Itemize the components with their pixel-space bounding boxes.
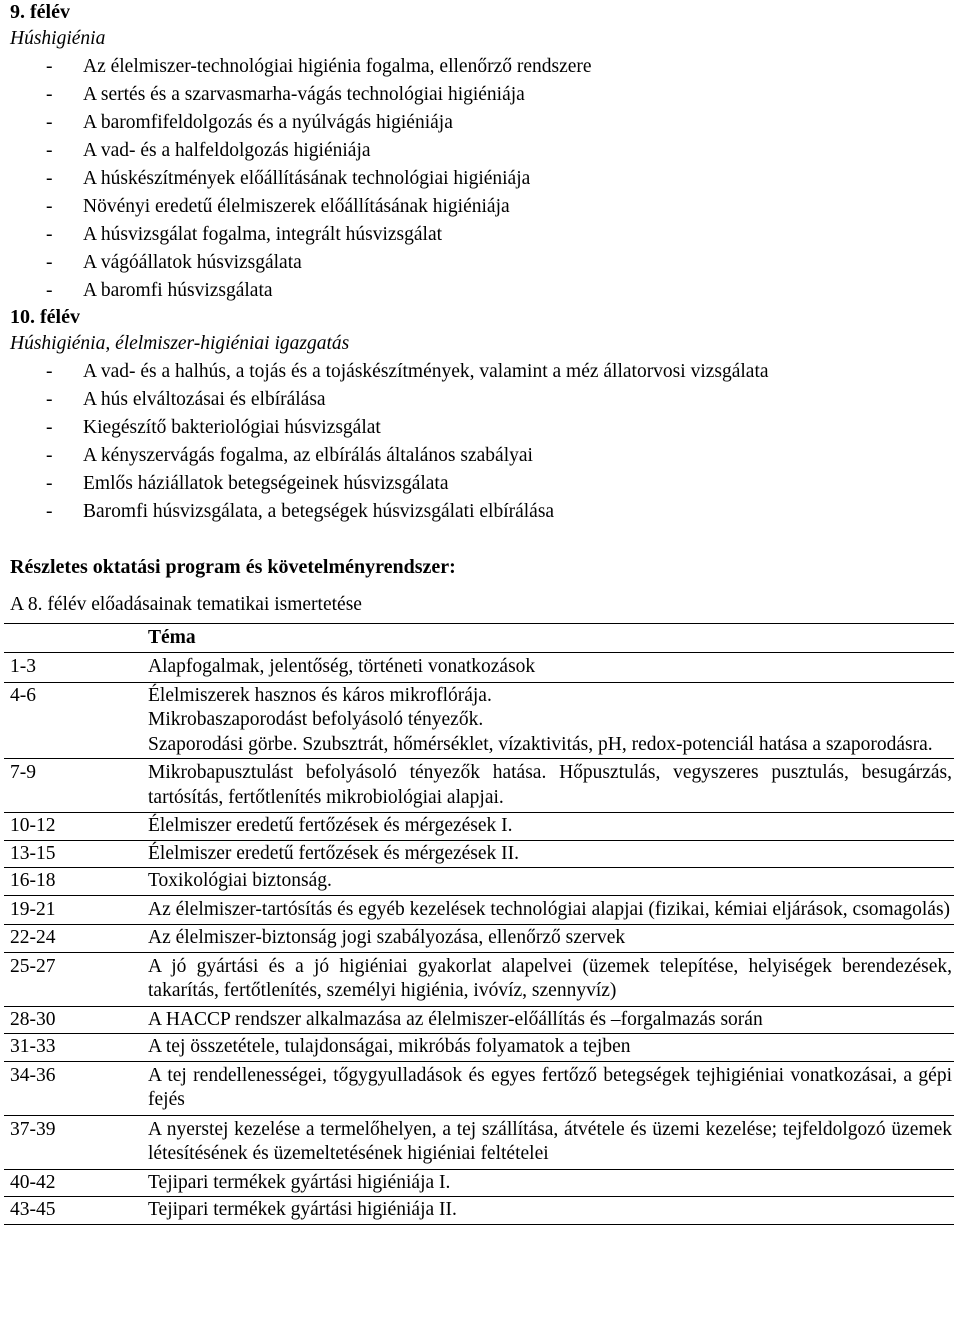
list-item: - Emlős háziállatok betegségeinek húsvizsgálata <box>10 470 954 498</box>
semester-10-section <box>10 305 954 526</box>
row-number: 40-42 <box>10 1171 56 1193</box>
semester-10-topic-list <box>10 358 954 526</box>
list-item: - A vad- és a halfeldolgozás higiéniája <box>10 137 954 165</box>
row-topic: Tejipari termékek gyártási higiéniája II. <box>148 1199 457 1220</box>
list-item: - A kényszervágás fogalma, az elbírálás általános szabályai <box>10 442 954 470</box>
row-topic: Az élelmiszer-biztonság jogi szabályozása, ellenőrző szervek <box>148 927 626 948</box>
list-item: - Az élelmiszer-technológiai higiénia fogalma, ellenőrző rendszere <box>10 53 954 81</box>
semester-9-section <box>10 0 954 305</box>
table-row <box>4 1034 954 1062</box>
semester-9-topic-list <box>10 53 954 305</box>
list-item: - A vágóállatok húsvizsgálata <box>10 249 954 277</box>
row-topic: A HACCP rendszer alkalmazása az élelmiszer-előállítás és –forgalmazás során <box>148 1008 763 1030</box>
semester-9-subject: Húshigiénia <box>10 28 106 49</box>
program-intro: A 8. félév előadásainak tematikai ismertetése <box>10 594 362 615</box>
table-row <box>4 1115 954 1169</box>
table-row <box>4 1197 954 1225</box>
row-number: 43-45 <box>10 1199 56 1220</box>
row-topic: Tejipari termékek gyártási higiéniája I. <box>148 1171 451 1193</box>
section-spacer <box>10 526 954 547</box>
table-row <box>4 1061 954 1115</box>
row-topic: Alapfogalmak, jelentőség, történeti vonatkozások <box>148 656 536 677</box>
row-topic-line: Szaporodási görbe. Szubsztrát, hőmérséklet, vízaktivitás, pH, redox-potenciál hatása a szaporodásra. <box>148 733 933 755</box>
row-topic: A tej rendellenességei, tőgygyulladások és egyes fertőző betegségek tejhigiéniai vonatkozásai, a gépi fejés <box>148 1064 952 1110</box>
row-number: 4-6 <box>10 684 36 706</box>
row-topic: A nyerstej kezelése a termelőhelyen, a tej szállítása, átvétele és üzemi kezelése; tejfeldolgozó üzemek létesítésének és üzemeltetésének higiéniai feltételei <box>148 1118 952 1164</box>
table-row <box>4 895 954 925</box>
row-topic: A tej összetétele, tulajdonságai, mikróbás folyamatok a tejben <box>148 1036 631 1057</box>
row-number: 37-39 <box>10 1118 56 1140</box>
lecture-topics-table <box>4 623 954 1225</box>
table-row <box>4 1169 954 1197</box>
row-topic-cell <box>142 682 954 759</box>
list-item: - A hús elváltozásai és elbírálása <box>10 386 954 414</box>
row-number: 13-15 <box>10 842 56 864</box>
list-item: - A húskészítmények előállításának technológiai higiéniája <box>10 165 954 193</box>
row-topic: Élelmiszer eredetű fertőzések és mérgezések I. <box>148 815 513 836</box>
table-row <box>4 1006 954 1034</box>
row-topic: Élelmiszer eredetű fertőzések és mérgezések II. <box>148 842 520 864</box>
table-header-row <box>4 624 954 653</box>
row-number: 16-18 <box>10 870 56 891</box>
table-row <box>4 759 954 813</box>
table-row <box>4 682 954 759</box>
semester-10-title: 10. félév <box>10 306 80 328</box>
list-item: - A vad- és a halhús, a tojás és a tojáskészítmények, valamint a méz állatorvosi vizsgálata <box>10 358 954 386</box>
row-topic: Mikrobapusztulást befolyásoló tényezők hatása. Hőpusztulás, vegyszeres pusztulás, besugárzás, tartósítás, fertőtlenítés mikrobiológiai alapjai. <box>148 762 952 808</box>
row-number: 34-36 <box>10 1064 56 1086</box>
table-row <box>4 868 954 896</box>
list-item: - A sertés és a szarvasmarha-vágás technológiai higiéniája <box>10 81 954 109</box>
row-topic: Élelmiszerek hasznos és káros mikroflórája. <box>148 684 492 706</box>
row-topic: Toxikológiai biztonság. <box>148 870 332 891</box>
row-number: 19-21 <box>10 898 56 920</box>
semester-9-title: 9. félév <box>10 1 70 23</box>
header-cell-topic: Téma <box>148 627 196 648</box>
list-item: - A húsvizsgálat fogalma, integrált húsvizsgálat <box>10 221 954 249</box>
list-item: - Baromfi húsvizsgálata, a betegségek húsvizsgálati elbírálása <box>10 498 954 526</box>
row-number: 28-30 <box>10 1008 56 1030</box>
row-topic: A jó gyártási és a jó higiéniai gyakorlat alapelvei (üzemek telepítése, helyiségek berendezések, takarítás, fertőtlenítés, személyi higiénia, ivóvíz, szennyvíz) <box>148 955 952 1001</box>
row-number: 7-9 <box>10 762 36 783</box>
list-item: - A baromfi húsvizsgálata <box>10 277 954 305</box>
row-number: 10-12 <box>10 815 56 836</box>
table-row <box>4 653 954 683</box>
list-item: - A baromfifeldolgozás és a nyúlvágás higiéniája <box>10 109 954 137</box>
table-row <box>4 813 954 841</box>
row-number: 1-3 <box>10 656 36 677</box>
list-item: - Növényi eredetű élelmiszerek előállításának higiéniája <box>10 193 954 221</box>
semester-10-subject: Húshigiénia, élelmiszer-higiéniai igazgatás <box>10 333 350 354</box>
table-row <box>4 840 954 868</box>
list-item: - Kiegészítő bakteriológiai húsvizsgálat <box>10 414 954 442</box>
row-topic: Az élelmiszer-tartósítás és egyéb kezelések technológiai alapjai (fizikai, kémiai eljárások, csomagolás) <box>148 898 951 920</box>
table-row <box>4 925 954 953</box>
row-topic-line: Mikrobaszaporodást befolyásoló tényezők. <box>148 709 484 730</box>
header-cell-number <box>4 624 142 653</box>
row-number: 31-33 <box>10 1036 56 1057</box>
program-heading: Részletes oktatási program és követelményrendszer: <box>10 556 456 578</box>
row-number: 22-24 <box>10 927 56 948</box>
row-number: 25-27 <box>10 955 56 977</box>
table-row <box>4 952 954 1006</box>
